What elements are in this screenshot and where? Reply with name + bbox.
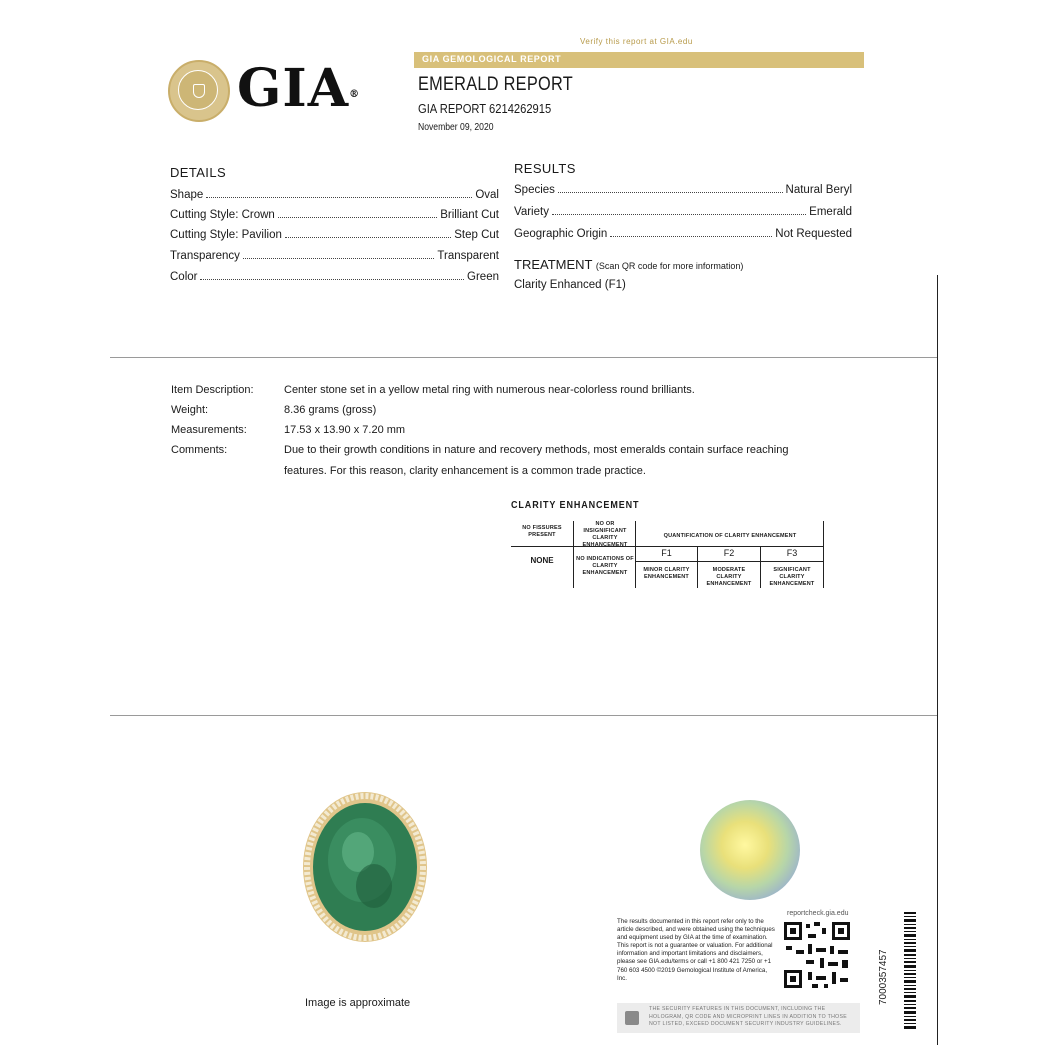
clarity-f3: F3 <box>786 548 798 558</box>
clarity-no-indications: NO INDICATIONS OF CLARITY ENHANCEMENT <box>576 556 634 576</box>
clarity-f2: F2 <box>723 548 735 558</box>
detail-value: Step Cut <box>454 229 499 241</box>
results-heading: RESULTS <box>514 161 576 176</box>
clarity-f2-desc: MODERATE CLARITY ENHANCEMENT <box>706 567 752 587</box>
detail-row-shape <box>170 185 499 201</box>
report-title: EMERALD REPORT <box>418 74 573 95</box>
clarity-quant-head: QUANTIFICATION OF CLARITY ENHANCEMENT <box>663 533 797 539</box>
detail-value: Green <box>467 271 499 283</box>
treatment-heading-text: TREATMENT <box>514 257 593 272</box>
security-band <box>617 1003 860 1033</box>
lock-icon <box>625 1011 639 1025</box>
clarity-f1-desc: MINOR CLARITY ENHANCEMENT <box>643 567 690 580</box>
ring-image <box>300 790 430 945</box>
comments-line-2: features. For this reason, clarity enhancement is a common trade practice. <box>284 465 646 477</box>
item-description-label: Item Description: <box>171 384 254 396</box>
reportcheck-url[interactable]: reportcheck.gia.edu <box>787 910 849 917</box>
result-value: Not Requested <box>775 228 852 240</box>
hologram-icon <box>700 800 800 900</box>
report-banner <box>414 52 864 68</box>
disclaimer-text: The results documented in this report refer only to the article described, and were obtained using the techniques and equipment used by GIA at the time of examination. This report is not a guarantee or valuation. For additional information and important limitations and disclaimers, please see GIA.edu/terms or call +1 800 421 7250 or +1 760 603 4500 ©2019 Gemological Institute of America, Inc. <box>617 918 775 982</box>
clarity-table-title: CLARITY ENHANCEMENT <box>511 500 640 511</box>
measurements-value: 17.53 x 13.90 x 7.20 mm <box>284 424 406 436</box>
item-description: Center stone set in a yellow metal ring with numerous near-colorless round brilliants. <box>284 384 695 396</box>
fold-line <box>110 357 938 358</box>
report-date: November 09, 2020 <box>418 122 494 133</box>
clarity-f1: F1 <box>661 548 672 558</box>
banner-text: GIA GEMOLOGICAL REPORT <box>422 54 562 64</box>
barcode-icon <box>904 912 916 1030</box>
page-edge <box>937 275 938 1045</box>
result-label: Geographic Origin <box>514 228 608 240</box>
result-label: Variety <box>514 206 549 218</box>
detail-label: Transparency <box>170 250 240 262</box>
verify-text: Verify this report at GIA.edu <box>580 37 693 46</box>
detail-label: Color <box>170 271 198 283</box>
qr-code-icon[interactable] <box>782 920 852 990</box>
result-row-species <box>514 180 852 196</box>
detail-row-color <box>170 267 499 283</box>
gia-logo-text: GIA <box>237 58 350 119</box>
result-label: Species <box>514 184 555 196</box>
result-value: Natural Beryl <box>785 184 852 196</box>
gia-seal-icon <box>168 60 230 122</box>
detail-row-crown <box>170 205 499 221</box>
measurements-label: Measurements: <box>171 424 247 436</box>
detail-value: Transparent <box>437 250 499 262</box>
clarity-none: NONE <box>530 556 554 565</box>
detail-row-pavilion <box>170 225 499 241</box>
detail-value: Oval <box>475 189 499 201</box>
security-text: THE SECURITY FEATURES IN THIS DOCUMENT, INCLUDING THE HOLOGRAM, QR CODE AND MICROPRINT LINES IN ADDITION TO THOSE NOT LISTED, EXCEED DOCUMENT SECURITY INDUSTRY GUIDELINES. <box>649 1006 848 1027</box>
detail-label: Cutting Style: Pavilion <box>170 229 282 241</box>
result-value: Emerald <box>809 206 852 218</box>
image-caption: Image is approximate <box>305 997 411 1009</box>
comments-line-1: Due to their growth conditions in nature and recovery methods, most emeralds contain surface reaching <box>284 444 789 456</box>
treatment-heading <box>514 257 743 272</box>
weight-label: Weight: <box>171 404 209 416</box>
result-row-variety <box>514 202 852 218</box>
treatment-value: Clarity Enhanced (F1) <box>514 279 626 291</box>
trademark: ® <box>349 89 361 100</box>
detail-label: Shape <box>170 189 204 201</box>
barcode-number: 7000357457 <box>878 949 889 1005</box>
details-heading: DETAILS <box>170 165 227 180</box>
gia-logo <box>237 60 360 118</box>
fold-line <box>110 715 938 716</box>
weight-value: 8.36 grams (gross) <box>284 404 377 416</box>
clarity-col2-head: NO OR INSIGNIFICANT CLARITY ENHANCEMENT <box>582 521 628 548</box>
result-row-origin <box>514 224 852 240</box>
report-number: GIA REPORT 6214262915 <box>418 101 552 116</box>
detail-label: Cutting Style: Crown <box>170 209 275 221</box>
detail-value: Brilliant Cut <box>440 209 499 221</box>
clarity-f3-desc: SIGNIFICANT CLARITY ENHANCEMENT <box>769 567 815 587</box>
clarity-col1-head: NO FISSURES PRESENT <box>522 525 562 538</box>
comments-label: Comments: <box>171 444 228 456</box>
detail-row-transparency <box>170 246 499 262</box>
treatment-note: (Scan QR code for more information) <box>595 261 744 271</box>
